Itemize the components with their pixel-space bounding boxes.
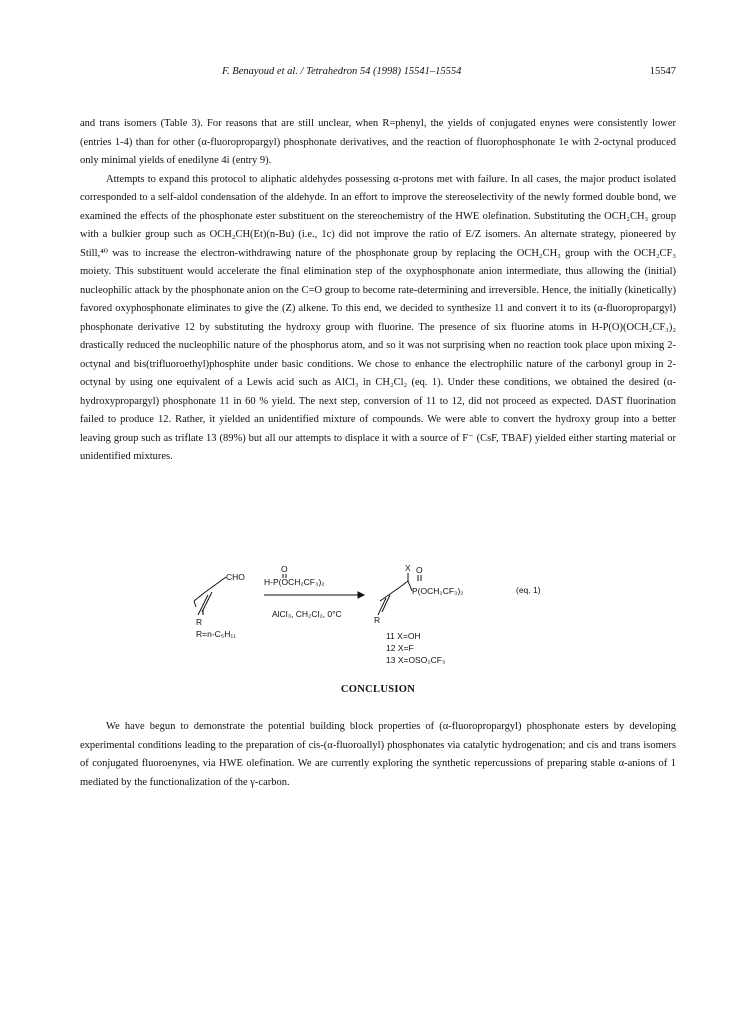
reagent: H-P(OCH₂CF₃)₂	[264, 577, 325, 587]
r-group-left: R	[196, 617, 203, 627]
paragraph-1: and trans isomers (Table 3). For reasons that are still unclear, when R=phenyl, the yields of conjugated enynes were consistently lower (entries 1-4) than for other (α-fluoropropargyl) phosphonate derivatives, and the reaction of fluorophosphonate 1e with 2-octynal produced only minimal yields of enedilyne 4i (entry 9).	[80, 118, 676, 166]
reaction-conditions: AlCl₃, CH₂Cl₂, 0°C	[272, 609, 342, 619]
compound-12: 12 X=F	[386, 643, 414, 653]
conclusion-text	[80, 718, 676, 792]
page-number: 15547	[649, 66, 676, 77]
reagent-oxygen: O	[281, 565, 288, 574]
r-definition: R=n-C₅H₁₁	[196, 629, 237, 639]
r-group-right: R	[374, 615, 381, 625]
running-header	[80, 66, 676, 80]
conclusion-heading: CONCLUSION	[340, 684, 416, 695]
compound-13: 13 X=OSO₂CF₃	[386, 655, 446, 665]
product-phosphonate: P(OCH₂CF₃)₂	[412, 586, 464, 596]
main-text	[80, 115, 676, 467]
conclusion-paragraph: We have begun to demonstrate the potential building block properties of (α-fluoropropargyl) phosphonate esters by developing experimental conditions leading to the preparation of cis-(α-fluoroallyl) phosphonates via catalytic hydrogenation; and cis and trans isomers of conjugated fluoroenynes, via HWE olefination. We are currently exploring the synthetic repercussions of preparing stable α-anions of 1 mediated by the functionalization of the γ-carbon.	[80, 721, 676, 788]
running-head: F. Benayoud et al. / Tetrahedron 54 (1998) 15541–15554	[222, 66, 462, 77]
product-oxygen: O	[416, 565, 423, 575]
equation-label: (eq. 1)	[516, 585, 541, 595]
reaction-scheme-eq1	[190, 565, 650, 677]
compound-11: 11 X=OH	[386, 631, 421, 641]
product-x: X	[405, 565, 411, 573]
paragraph-2: Attempts to expand this protocol to aliphatic aldehydes possessing α-protons met with failure. In all cases, the major product isolated corresponded to a self-aldol condensation of the aldehyde. In an effort to improve the stereoselectivity of the newly formed double bond, we examined the effects of the phosphonate ester substituent on the stereochemistry of the HWE olefination. Substituting the OCH₂CH₃ group with a bulkier group such as OCH₂CH(Et)(n-Bu) (i.e., 1c) did not improve the ratio of E/Z isomers. An alternate strategy, pioneered by Still,⁴⁰ was to increase the electron-withdrawing nature of the phosphonate group by replacing the OCH₂CH₃ group with the OCH₂CF₃ moiety. This substituent would accelerate the final elimination step of the oxyphosphonate anion intermediate, thus allowing the (initial) nucleophilic attack by the phosphonate anion on the C=O group to become rate-determining and irreversible. Hence, the initially (kinetically) favored oxyphosphonate eliminates to give the (Z) alkene. To this end, we decided to synthesize 11 and convert it to its (α-fluoropropargyl) phosphonate derivative 12 by substituting the hydroxy group with fluorine. The presence of six fluorine atoms in H-P(O)(OCH₂CF₃)₂ drastically reduced the nucleophilic nature of the phosphorus atom, and so it was not surprising when no reaction took place upon mixing 2-octynal and bis(trifluoroethyl)phosphite under basic conditions. We chose to enhance the electrophilic nature of the carbonyl group in 2-octynal by using one equivalent of a Lewis acid such as AlCl₃ in CH₂Cl₂ (eq. 1). Under these conditions, we obtained the desired (α-hydroxypropargyl) phosphonate 11 in 60 % yield. The next step, conversion of 11 to 12, did not proceed as expected. DAST fluorination failed to produce 12. Rather, it yielded an unidentified mixture of compounds. We were able to convert the hydroxy group into a better leaving group such as triflate 13 (89%) but all our attempts to displace it with a source of F⁻ (CsF, TBAF) yielded either starting material or unidentified mixtures.	[80, 173, 676, 462]
aldehyde-group: CHO	[226, 572, 245, 582]
